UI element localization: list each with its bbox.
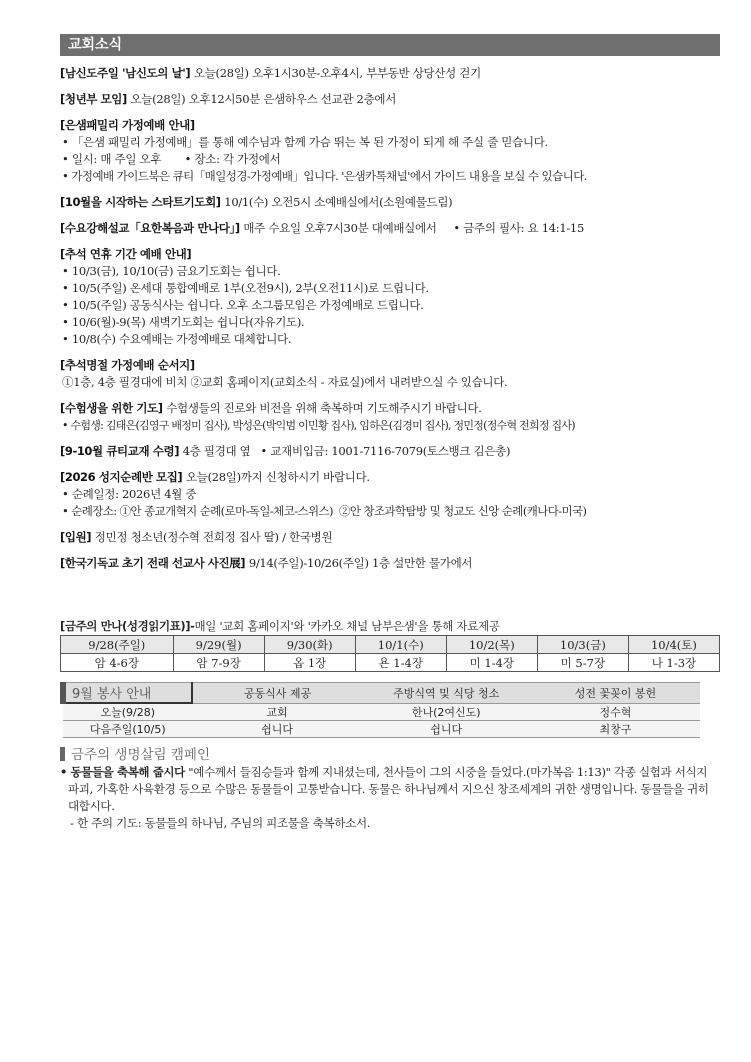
item-title: [추석명절 가정예배 순서지] [60,358,195,372]
reading-cell: 나 1-3장 [628,654,719,672]
news-item-hospital [60,529,720,546]
campaign-body [60,764,720,832]
bullet-line: • 수험생: 김태은(김영구 배정미 집사), 박성은(박익범 이민황 집사), 임하은(김경미 집사), 정민정(정수혁 전희정 집사) [62,419,575,432]
day-cell: 9/30(화) [264,636,355,654]
manna-title [60,618,720,634]
reading-cell: 미 5-7장 [537,654,628,672]
bullet-line: • 「은샘 패밀리 가정예배」를 통해 예수님과 함께 가슴 뛰는 복 된 가정이 되게 해 주실 줄 믿습니다. [62,135,548,149]
table-row [61,654,720,672]
news-item-qt-book [60,443,720,460]
reading-cell: 미 1-4장 [446,654,537,672]
item-text: 정민정 청소년(정수혁 전희정 집사 딸) / 한국병원 [94,530,333,544]
news-item-pilgrimage [60,469,720,520]
manna-title-bold: [금주의 만나(성경읽기표)]- [60,619,195,633]
column-header: 공동식사 제공 [192,683,361,704]
service-title: 9월 봉사 안내 [63,683,192,704]
table-cell: 최창구 [531,721,700,738]
item-text: 9/14(주일)-10/26(주일) 1층 설만한 물가에서 [248,556,473,570]
campaign-title [60,746,720,764]
item-title: [은샘패밀리 가정예배 안내] [60,118,195,132]
bullet-line: ①1층, 4층 필경대에 비치 ②교회 홈페이지(교회소식 - 자료실)에서 내려받으실 수 있습니다. [62,375,508,389]
bullet-line: • 10/3(금), 10/10(금) 금요기도회는 쉽니다. [62,264,281,278]
campaign-paragraph [60,764,720,815]
bullet-line: • 10/8(수) 수요예배는 가정예배로 대체합니다. [62,332,292,346]
item-title: [청년부 모임] [60,92,127,106]
item-text: 10/1(수) 오전5시 소예배실에서(소원예물드림) [224,195,453,209]
item-title: [추석 연휴 기간 예배 안내] [60,247,192,261]
item-title: [입원] [60,530,92,544]
table-cell: 한나(2여신도) [362,703,531,721]
day-cell: 10/4(토) [628,636,719,654]
item-title: [10월을 시작하는 스타트기도회] [60,195,221,209]
table-row [63,703,700,721]
column-header: 성전 꽃꽂이 봉헌 [531,683,700,704]
bullet-line: • 10/5(주일) 공동식사는 쉽니다. 오후 소그룹모임은 가정예배로 드립니다. [62,298,424,312]
bullet-line: • 가정예배 가이드북은 큐티「매일성경-가정예배」입니다. '은샘카톡채널'에서 가이드 내용을 보실 수 있습니다. [62,169,587,183]
item-title: [수요강해설교「요한복음과 만나다」] [60,221,240,235]
bullet-line: • 순례장소: ①안 종교개혁지 순례(로마-독일-체코-스위스) ②안 창조과학탐방 및 청교도 신앙 순례(캐나다-미국) [62,504,587,518]
manna-title-text: 매일 '교회 홈페이지'와 '카카오 채널 남부은샘'을 통해 자료제공 [194,619,500,633]
service-table [60,682,700,738]
day-cell: 10/3(금) [537,636,628,654]
item-text: 매주 수요일 오후7시30분 대예배실에서 • 금주의 필사: 요 14:1-15 [243,221,584,235]
table-cell: 교회 [192,703,361,721]
item-text: 수험생들의 진로와 비전을 위해 축복하며 기도해주시기 바랍니다. [166,401,482,415]
table-row [63,721,700,738]
table-cell: 쉽니다 [192,721,361,738]
reading-cell: 욘 1-4장 [355,654,446,672]
campaign-prayer: - 한 주의 기도: 동물들의 하나님, 주님의 피조물을 축복하소서. [70,816,371,830]
reading-schedule-table [60,635,720,672]
item-title: [9-10월 큐티교재 수령] [60,444,180,458]
news-item-men-day [60,65,720,82]
day-cell: 9/28(주일) [61,636,174,654]
news-item-exam-prayer [60,400,720,434]
news-item-family-worship [60,117,720,185]
news-item-photo-exhibit [60,555,720,572]
bullet-line: • 순례일정: 2026년 4월 중 [62,487,197,501]
reading-cell: 암 4-6장 [61,654,174,672]
table-row [61,636,720,654]
bullet-line: • 10/5(주일) 온세대 통합예배로 1부(오전9시), 2부(오전11시)로 드립니다. [62,281,429,295]
reading-cell: 옵 1장 [264,654,355,672]
item-title: [수험생을 위한 기도] [60,401,163,415]
row-label: 오늘(9/28) [63,703,192,721]
table-cell: 정수혁 [531,703,700,721]
column-header: 주방식역 및 식당 청소 [362,683,531,704]
bullet-line: • 일시: 매 주일 오후 • 장소: 각 가정에서 [62,152,281,166]
item-title: [한국기독교 초기 전래 선교사 사진展] [60,556,246,570]
campaign-bold: • 동물들을 축복해 줍시다 [60,765,185,779]
day-cell: 9/29(월) [173,636,264,654]
church-news-page [60,34,720,832]
table-cell: 쉽니다 [362,721,531,738]
item-title: [남신도주일 '남신도의 날'] [60,66,191,80]
campaign-title-text: 금주의 생명살림 캠페인 [71,747,210,763]
section-header: 교회소식 [60,34,720,56]
news-item-chuseok-schedule [60,246,720,348]
day-cell: 10/1(수) [355,636,446,654]
item-title: [2026 성지순례반 모집] [60,470,183,484]
item-text: 4층 필경대 옆 • 교재비입금: 1001-7116-7079(토스뱅크 김은총) [182,444,511,458]
day-cell: 10/2(목) [446,636,537,654]
news-item-start-prayer [60,194,720,211]
news-item-chuseok-order [60,357,720,391]
row-label: 다음주일(10/5) [63,721,192,738]
title-bar-marker [60,747,65,761]
campaign-text: "예수께서 들짐승들과 함께 지내셨는데, 천사들이 그의 시중을 들었다.(마가복음 1:13)" 각종 실험과 서식지 파괴, 가혹한 사육환경 등으로 수많은 동물들이 고통받습니다. 동물은 하나님께서 지으신 창조세계의 귀한 생명입니다. 동물들을 귀히 대합시다. [68,765,709,813]
table-row [63,683,700,704]
item-text: 오늘(28일) 오후1시30분-오후4시, 부부동반 상당산성 걷기 [193,66,481,80]
news-item-youth [60,91,720,108]
service-section [60,682,720,738]
news-item-wednesday-sermon [60,220,720,237]
item-text: 오늘(28일) 오후12시50분 은샘하우스 선교관 2층에서 [130,92,397,106]
reading-cell: 암 7-9장 [173,654,264,672]
item-text: 오늘(28일)까지 신청하시기 바랍니다. [185,470,370,484]
bullet-line: • 10/6(월)-9(목) 새벽기도회는 쉽니다(자유기도). [62,315,305,329]
